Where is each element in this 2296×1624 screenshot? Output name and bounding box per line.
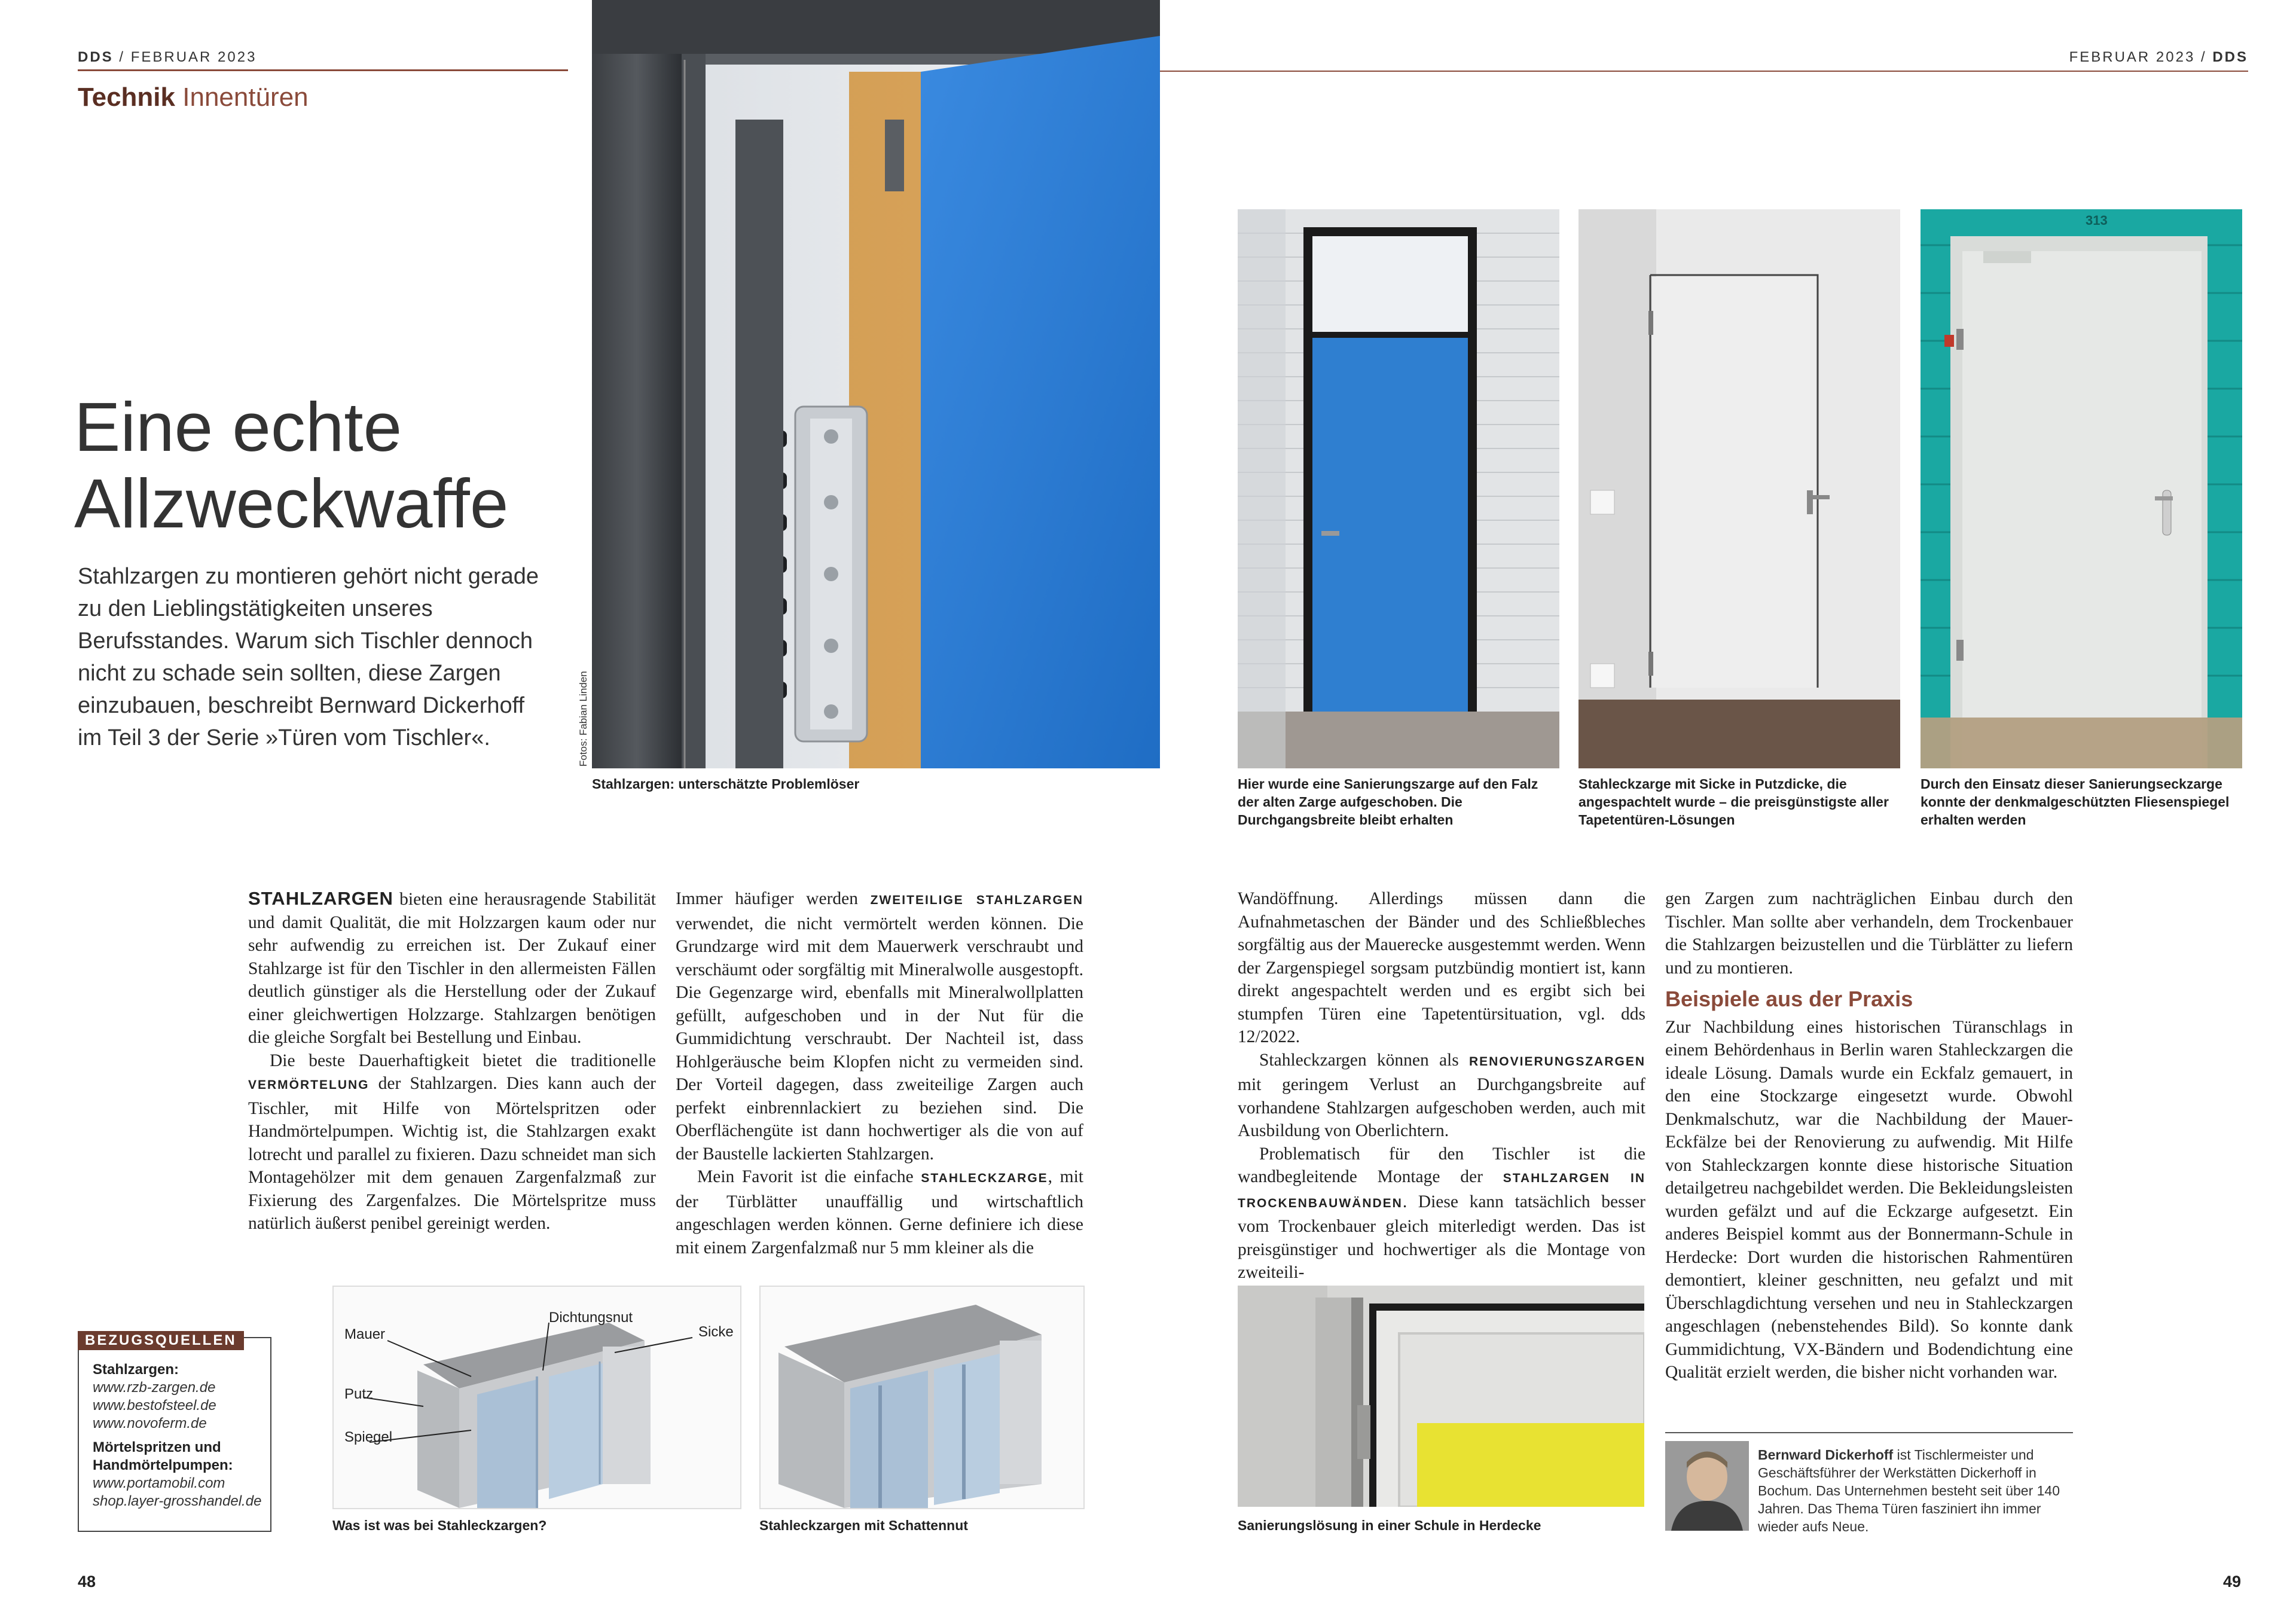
caption-door-3: Durch den Einsatz dieser Sanierungseckzarge konnte der denkmalgeschützten Fliesenspiegel erhalten werden [1921, 776, 2230, 828]
label-dichtungsnut: Dichtungsnut [549, 1309, 633, 1326]
diagram-1-illustration [334, 1287, 740, 1508]
col3-p2a: Stahleckzargen können als [1259, 1050, 1469, 1070]
section-title [78, 83, 309, 112]
col4-p2: Zur Nachbildung eines historischen Türanschlags in einem Behördenhaus in Berlin waren Stahleckzargen die ideale Lösung. Damals wurde ein Eckfalz gemauert, in den eine Stockzarge eingesetzt wurde. Obwohl Denkmalschutz, war die Nachbildung der Mauer-Eckfälze bei der Renovierung zu aufwendig. Mit Hilfe von Stahleckzargen konnte diese historische Situation detailgetreu nachgebildet werden. Die Bekleidungsleisten wurden gefälzt und auf die Eckzarge aufgesetzt. Ein anderes Beispiel kommt aus der Bonnermann-Schule in Herdecke: Dort wurden die historischen Rahmentüren demontiert, kleiner geschnitten, neu gefalzt und mit Überschlagdichtung versehen und neu in Stahleckzargen angeschlagen (nebenstehendes Bild). So konnte dank Gummidichtung, VX-Bändern und Bodendichtung eine Qualität erzielt werden, die bisher nicht vorhanden war. [1665, 1017, 2073, 1382]
author-name: Bernward Dickerhoff [1758, 1447, 1894, 1463]
label-sicke: Sicke [698, 1324, 734, 1340]
caption-school: Sanierungslösung in einer Schule in Herdecke [1238, 1518, 1541, 1533]
diagram-2-illustration [761, 1287, 1083, 1508]
sources-list [93, 1361, 266, 1510]
keyword-stahlzargen: STAHLZARGEN [248, 888, 393, 909]
col2-p1a: Immer häufiger werden [676, 889, 871, 908]
source-link[interactable]: www.bestofsteel.de [93, 1397, 216, 1414]
source-link[interactable]: www.novoferm.de [93, 1415, 207, 1431]
source-link[interactable]: www.rzb-zargen.de [93, 1379, 216, 1396]
page-number-right: 49 [2223, 1573, 2242, 1591]
caption-diagram-2: Stahleckzargen mit Schattennut [759, 1518, 968, 1533]
door-photo-1 [1238, 209, 1559, 768]
headline [74, 389, 508, 542]
col3-p2b: mit geringem Verlust an Durchgangsbreite auf vorhandene Stahlzargen aufgeschoben werden, auch mit Ausbildung von Oberlichtern. [1238, 1075, 1645, 1140]
col3-p3b: . Diese kann tatsächlich besser vom Trockenbauer gleich miterledigt werden. Das ist preisgünstiger und hochwertiger als die Montage von zweiteili- [1238, 1192, 1645, 1282]
door-photo-1-illustration [1238, 209, 1559, 768]
issue-date-left: FEBRUAR 2023 [130, 49, 257, 65]
col1-p2a: Die beste Dauerhaftigkeit bietet die traditionelle [270, 1051, 656, 1070]
column-2 [676, 887, 1083, 1259]
brand-right: DDS [2212, 49, 2248, 65]
headline-line1: Eine echte [74, 388, 402, 466]
keyword-vermoertelung: VERMÖRTELUNG [248, 1078, 370, 1092]
col3-p1: Wandöffnung. Allerdings müssen dann die Aufnahmetaschen der Bänder und des Schließbleches sorgfältig aus der Mauerecke ausgestemmt werden. Wenn der Zargenspiegel sorgsam putzbündig montiert ist, kann direkt angespachtelt werden und es ergibt sich bei stumpfen Türen eine Tapetentürsituation, vgl. dds 12/2022. [1238, 889, 1645, 1046]
label-putz: Putz [344, 1386, 374, 1402]
diagram-2 [759, 1286, 1085, 1509]
door-photo-2 [1578, 209, 1900, 768]
sources-tag: BEZUGSQUELLEN [78, 1331, 244, 1350]
keyword-renovierungszargen: RENOVIERUNGSZARGEN [1468, 1054, 1645, 1069]
label-mauer: Mauer [344, 1326, 386, 1342]
author-rule [1665, 1432, 2073, 1433]
page-number-left: 48 [78, 1573, 96, 1591]
keyword-stahleckzarge: STAHLECKZARGE [921, 1171, 1048, 1185]
col2-p2b: , mit der Türblätter unauffällig und wirtschaftlich angeschlagen werden können. Gerne definiere ich diese mit einem Zargenfalzmaß nur 5 mm kleiner als die [676, 1167, 1084, 1257]
col2-p1b: verwendet, die nicht vermörtelt werden können. Die Grundzarge wird mit dem Mauerwerk verschraubt und verschäumt oder sorgfältig mit Mineralwolle ausgestopft. Die Gegenzarge wird, ebenfalls mit Mineralwollplatten gefüllt, aufgeschoben und in der Nut für die Gummidichtung verschraubt. Der Nachteil ist, dass Hohlgeräusche beim Klopfen nicht zu vermeiden sind. Der Vorteil dagegen, dass zweiteilige Zargen auch perfekt einbrennlackiert zu beziehen sind. Die Oberflächengüte ist dann hochwertiger als die von auf der Baustelle lackierten Stahlzargen. [676, 914, 1083, 1164]
author-bio-text: ist Tischlermeister und Geschäftsführer der Werkstätten Dickerhoff in Bochum. Das Unternehmen besteht seit über 140 Jahren. Das Thema Türen fasziniert ihn immer wieder aufs Neue. [1758, 1447, 2060, 1534]
column-4 [1665, 887, 2073, 1384]
author-photo [1665, 1441, 1749, 1531]
door-number: 313 [2086, 213, 2108, 228]
section-bold: Technik [78, 83, 176, 112]
header-left: DDS / FEBRUAR 2023 [78, 49, 257, 65]
section-light: Innentüren [182, 83, 309, 112]
author-bio [1758, 1446, 2069, 1536]
headline-line2: Allzweckwaffe [74, 465, 509, 542]
source-link[interactable]: www.portamobil.com [93, 1475, 225, 1491]
lead-text: Stahlzargen zu montieren gehört nicht gerade zu den Lieblingstätigkeiten unseres Berufsstandes. Warum sich Tischler dennoch nicht zu schade sein sollten, diese Zargen einzubauen, beschreibt Bernward Dickerhoff im Teil 3 der Serie »Türen vom Tischler«. [78, 564, 539, 750]
keyword-zweiteilige: ZWEITEILIGE STAHLZARGEN [870, 893, 1083, 907]
caption-door-1: Hier wurde eine Sanierungszarge auf den Falz der alten Zarge aufgeschoben. Die Durchgangsbreite bleibt erhalten [1238, 776, 1538, 828]
door-photo-3 [1921, 209, 2242, 768]
source-link[interactable]: shop.layer-grosshandel.de [93, 1493, 262, 1509]
col2-p2a: Mein Favorit ist die einfache [697, 1167, 921, 1186]
door-photo-3-illustration [1921, 209, 2242, 768]
issue-date-right: FEBRUAR 2023 [2069, 49, 2196, 65]
label-spiegel: Spiegel [344, 1429, 393, 1445]
caption-door-2: Stahleckzarge mit Sicke in Putzdicke, die angespachtelt wurde – die preisgünstigste aller Tapetentüren-Lösungen [1578, 776, 1889, 828]
main-photo-illustration [592, 0, 1160, 768]
col4-p1: gen Zargen zum nachträglichen Einbau durch den Tischler. Man sollte aber verhandeln, dem Trockenbauer die Stahlzargen beizustellen und die Türblätter zu liefern und zu montieren. [1665, 889, 2073, 978]
col1-p2b: der Stahlzargen. Dies kann auch der Tischler, mit Hilfe von Mörtelspritzen oder Handmörtelpumpen. Wichtig ist, die Stahlzargen exakt lotrecht und parallel zu fixieren. Dazu schneidet man sich Montagehölzer mit dem genauen Zargenfalzmaß zur Fixierung des Zargenfalzes. Die Mörtelspritze muss natürlich äußerst penibel gereinigt werden. [248, 1074, 656, 1233]
photo-credit: Fotos: Fabian Linden [578, 671, 589, 767]
column-3 [1238, 887, 1645, 1284]
brand-left: DDS [78, 49, 114, 65]
sources-group1-title: Stahlzargen: [93, 1362, 179, 1378]
caption-diagram-1: Was ist was bei Stahleckzargen? [332, 1518, 547, 1533]
header-rule-right [1154, 71, 2248, 72]
column-1 [248, 887, 656, 1235]
author-portrait [1665, 1441, 1749, 1531]
header-right: FEBRUAR 2023 / DDS [2069, 49, 2248, 65]
col1-p1: bieten eine herausragende Stabilität und damit Qualität, die mit Holzzargen kaum oder nur sehr aufwendig zu erreichen ist. Der Zukauf einer Stahlzarge ist für den Tischler in den allermeisten Fällen deutlich günstiger als die Herstellung oder der Zukauf einer gleichwertigen Holzzarge. Stahlzargen benötigen die gleiche Sorgfalt bei Bestellung und Einbau. [248, 890, 656, 1047]
keyword-trockenbau: STAHLZARGEN IN TROCKENBAUWÄNDEN [1238, 1171, 1646, 1210]
sources-group2-title: Mörtelspritzen und Handmörtelpumpen: [93, 1439, 233, 1473]
diagram-1 [332, 1286, 741, 1509]
door-photo-2-illustration [1578, 209, 1900, 768]
header-rule-left [78, 69, 568, 71]
subhead-beispiele: Beispiele aus der Praxis [1665, 987, 1913, 1011]
main-photo [592, 0, 1160, 768]
col3-p3a: Problematisch für den Tischler ist die wandbegleitende Montage der [1238, 1144, 1645, 1186]
school-photo-illustration [1238, 1286, 1644, 1507]
caption-main: Stahlzargen: unterschätzte Problemlöser [592, 776, 860, 792]
school-photo [1238, 1286, 1644, 1507]
